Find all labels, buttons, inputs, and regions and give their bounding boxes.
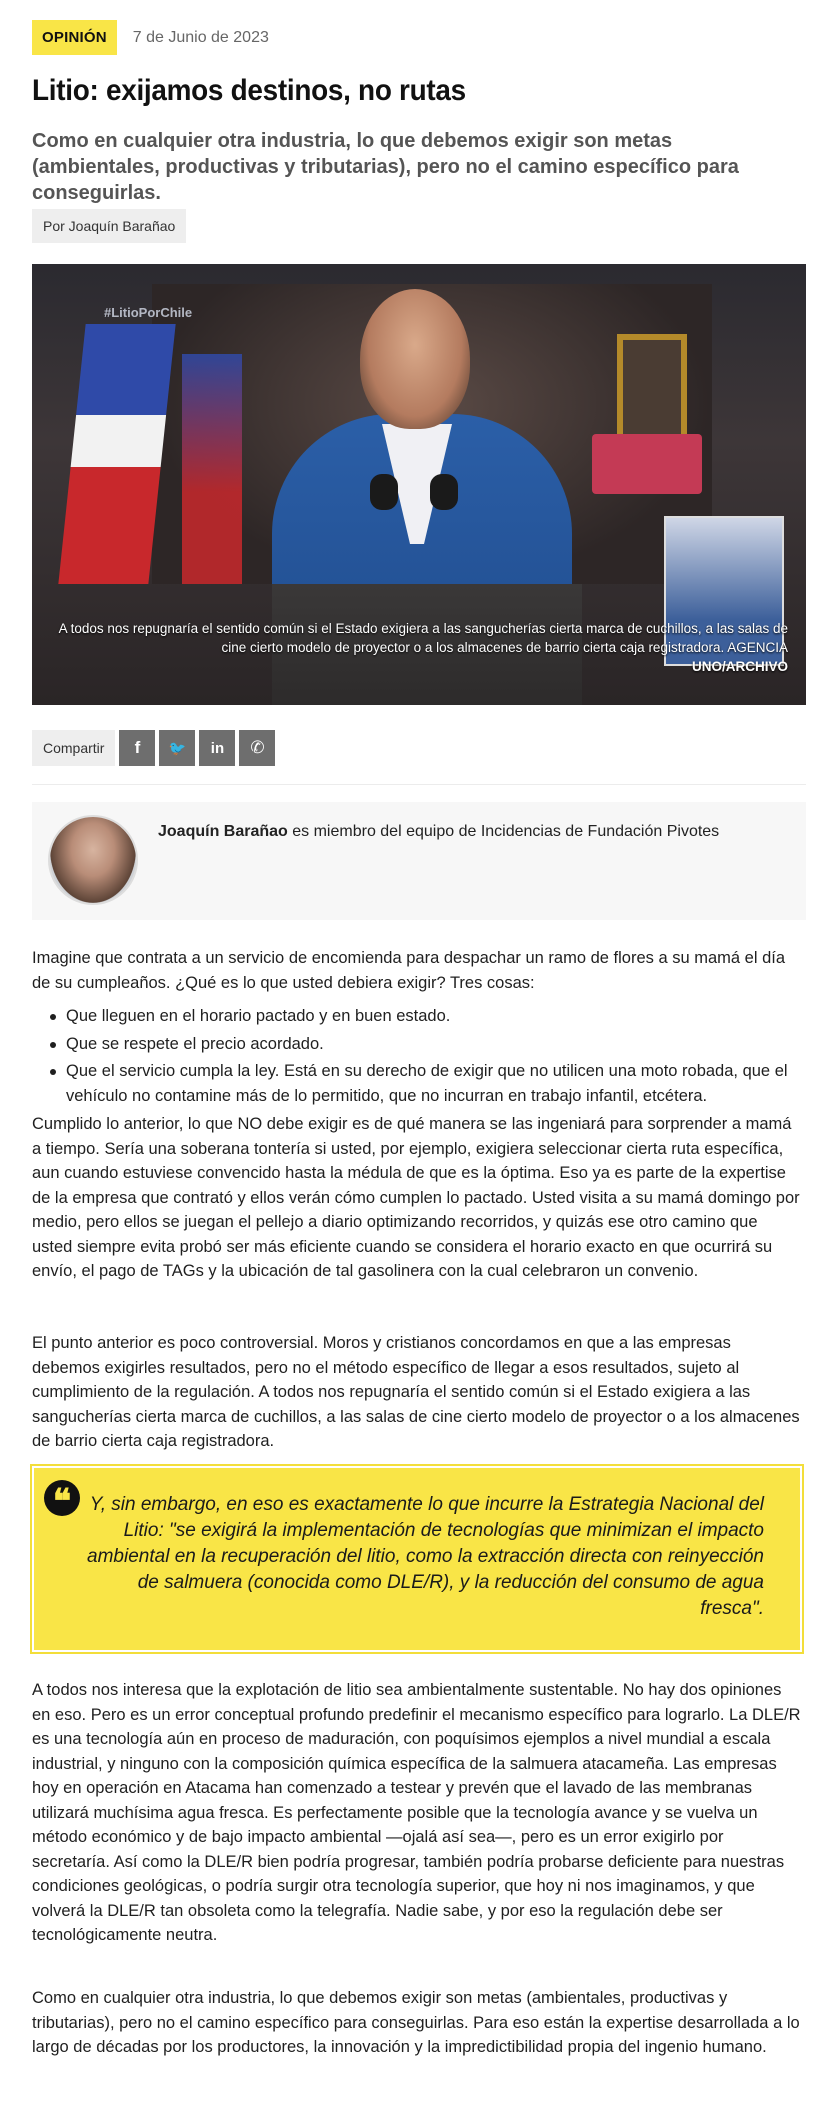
microphone-icon <box>370 474 398 510</box>
speaker-head <box>360 289 470 429</box>
divider <box>32 784 806 785</box>
whatsapp-icon[interactable]: ✆ <box>239 730 275 766</box>
pull-quote <box>32 1466 802 1652</box>
author-name[interactable]: Joaquín Barañao <box>158 823 288 840</box>
share-label: Compartir <box>32 730 115 766</box>
paragraph-5: Como en cualquier otra industria, lo que debemos exigir son metas (ambientales, productivas y tributarias), pero no el camino específico para conseguirlas. Para eso están la expertise desarrollada a lo largo de décadas por los productores, la innovación y la impredictibilidad propia del ingenio humano. <box>32 1989 800 2056</box>
byline[interactable]: Por Joaquín Barañao <box>32 209 186 243</box>
article-title: Litio: exijamos destinos, no rutas <box>32 74 466 107</box>
list-item: Que el servicio cumpla la ley. Está en su derecho de exigir que no utilicen una moto robada, que el vehículo no contamine más de lo permitido, que no incurran en trabajo infantil, etcétera. <box>48 1059 788 1108</box>
article-subtitle: Como en cualquier otra industria, lo que debemos exigir son metas (ambientales, productivas y tributarias), pero no el camino específico para conseguirlas. <box>32 130 739 204</box>
paragraph-1: Imagine que contrata a un servicio de encomienda para despachar un ramo de flores a su mamá el día de su cumpleaños. ¿Qué es lo que usted debiera exigir? Tres cosas: <box>32 949 786 992</box>
list-item: Que se respete el precio acordado. <box>48 1032 788 1057</box>
paragraph-2: Cumplido lo anterior, lo que NO debe exigir es de qué manera se las ingeniará para sorprender a mamá a tiempo. Sería una soberana tontería si usted, por ejemplo, exigiera seleccionar cierta ruta específica, aun cuando estuviese convencido hasta la médula de que es la óptima. Eso ya es parte de la expertise de la empresa que contrató y ellos verán cómo cumplen lo pactado. Usted visita a su mamá domingo por medio, pero ellos se juegan el pellejo a diario optimizando recorridos, y quizás ese otro camino que usted siempre evita probó ser más eficiente cuando se considera el horario exacto en que ocurrirá su envío, el pago de TAGs y la ubicación de tal gasolinera con la cual celebraron un convenio. <box>32 1115 800 1280</box>
quote-icon: ❝ <box>44 1480 80 1516</box>
author-card <box>32 802 806 920</box>
flag-secondary <box>182 354 242 584</box>
author-bio <box>158 823 719 841</box>
facebook-icon[interactable]: f <box>119 730 155 766</box>
linkedin-icon[interactable]: in <box>199 730 235 766</box>
share-bar <box>32 730 275 766</box>
photo-credit: UNO/ARCHIVO <box>691 659 788 674</box>
list-item: Que lleguen en el horario pactado y en buen estado. <box>48 1004 788 1029</box>
article-meta <box>32 20 269 55</box>
author-bio-text: es miembro del equipo de Incidencias de Fundación Pivotes <box>287 823 720 840</box>
section-tag[interactable]: OPINIÓN <box>32 20 117 55</box>
photo-caption <box>52 619 788 676</box>
photo-hashtag: #LitioPorChile <box>104 305 193 320</box>
red-lamp <box>592 434 702 494</box>
pull-quote-text: Y, sin embargo, en eso es exactamente lo que incurre la Estrategia Nacional del Litio: "se exigirá la implementación de tecnologías que minimizan el impacto ambiental en la recuperación del litio, como la extracción directa con reinyección de salmuera (conocida como DLE/R), y la reducción del consumo de agua fresca". <box>87 1494 764 1619</box>
photo-caption-text: A todos nos repugnaría el sentido común si el Estado exigiera a las sangucherías cierta marca de cuchillos, a las salas de cine cierto modelo de proyector o a los almacenes de barrio cierta caja registradora. AGENCIA <box>58 621 788 655</box>
avatar <box>48 815 138 905</box>
publish-date: 7 de Junio de 2023 <box>132 28 269 46</box>
microphone-icon <box>430 474 458 510</box>
twitter-icon[interactable]: 🐦 <box>159 730 195 766</box>
paragraph-4: A todos nos interesa que la explotación de litio sea ambientalmente sustentable. No hay dos opiniones en eso. Pero es un error conceptual profundo predefinir el mecanismo específico para lograrlo. La DLE/R es una tecnología aún en proceso de maduración, con poquísimos ejemplos a nivel mundial a escala industrial, y ninguno con la composición química específica de la salmuera atacameña. Las empresas hoy en operación en Atacama han comenzado a testear y prevén que el lavado de las membranas utilizará muchísima agua fresca. Es perfectamente posible que la tecnología avance y se vuelva un método económico y de bajo impacto ambiental —ojalá así sea—, pero es un error exigirlo por secretaría. Así como la DLE/R bien podría progresar, también podría probarse deficiente para nuestras condiciones geológicas, o podría surgir otra tecnología superior, que hoy ni nos imaginamos, y que volverá la DLE/R tan obsoleta como la telegrafía. Nadie sabe, y por eso la regulación debe ser tecnológicamente neutra. <box>32 1681 801 1944</box>
requirements-list <box>48 1004 788 1111</box>
article-photo <box>32 264 806 705</box>
paragraph-3: El punto anterior es poco controversial. Moros y cristianos concordamos en que a las empresas debemos exigirles resultados, pero no el método específico de llegar a esos resultados, sujeto al cumplimiento de la regulación. A todos nos repugnaría el sentido común si el Estado exigiera a las sangucherías cierta marca de cuchillos, a las salas de cine cierto modelo de proyector o a los almacenes de barrio cierta caja registradora. <box>32 1334 800 1450</box>
